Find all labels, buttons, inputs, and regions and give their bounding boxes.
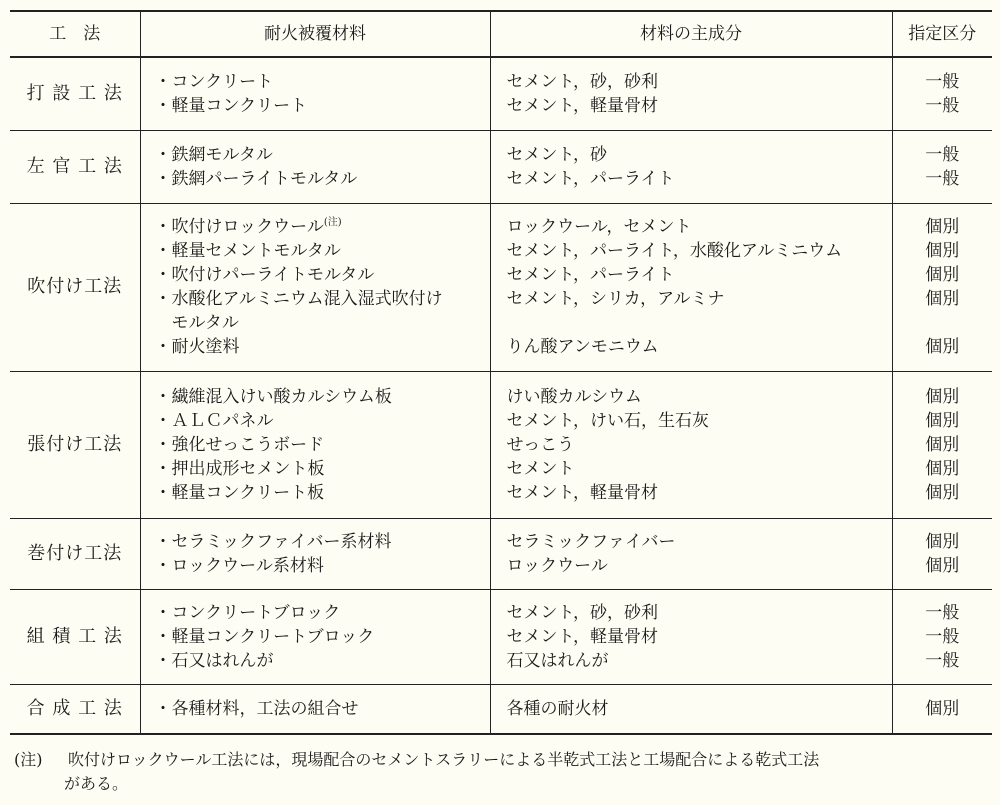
material-cell [140,589,490,684]
material-text: ・押出成形セメント板 [154,458,325,479]
header-method: 工 法 [10,11,140,57]
table-row [10,371,992,518]
composition-line [507,697,892,721]
material-text: ・繊維混入けい酸カルシウム板 [154,386,392,407]
composition-text: セメント，けい石，生石灰 [506,410,709,431]
table-header-row [10,11,992,57]
classification-line [893,215,993,239]
composition-line [507,409,892,433]
classification-text: 一般 [925,168,960,189]
composition-cell [490,371,892,518]
composition-text: ロックウール [506,555,608,576]
classification-text: 一般 [925,602,960,623]
material-line [155,335,490,359]
method-cell: 合 成 工 法 [10,684,140,734]
footnote-text-1: 吹付けロックウール工法には，現場配合のセメントスラリーによる半乾式工法と工場配合による乾式工法 [68,750,820,769]
material-line [155,409,490,433]
composition-cell [490,684,892,734]
composition-line [507,601,892,625]
material-text: ・強化せっこうボード [154,434,325,455]
composition-cell [490,203,892,371]
material-text: ・ＡＬＣパネル [154,410,274,431]
material-cell [140,203,490,371]
classification-text: 個別 [925,434,960,455]
material-line [155,649,490,673]
classification-text: 一般 [925,95,960,116]
composition-line [507,70,892,94]
classification-text: 一般 [925,650,960,671]
classification-line [893,263,993,287]
method-cell: 組 積 工 法 [10,589,140,684]
material-line [155,481,490,505]
material-text: ・軽量コンクリートブロック [154,626,375,647]
composition-text: セメント [506,458,575,479]
material-line [155,287,490,311]
method-cell: 打 設 工 法 [10,57,140,130]
material-cell [140,130,490,203]
material-line [155,530,490,554]
classification-line [893,481,993,505]
composition-text: けい酸カルシウム [506,386,642,407]
composition-line [507,167,892,191]
composition-text: セメント，シリカ，アルミナ [506,289,725,309]
classification-text: 一般 [925,71,960,92]
composition-line [507,215,892,239]
fireproofing-table [10,10,992,735]
composition-cell [490,57,892,130]
classification-line [893,311,993,335]
classification-cell [892,57,992,130]
classification-line [893,697,993,721]
classification-line [893,433,993,457]
header-material: 耐火被覆材料 [140,11,490,57]
material-text: ・鉄網パーライトモルタル [154,168,358,189]
classification-line [893,143,993,167]
material-text: ・コンクリート [154,71,274,92]
footnote-line-2: がある。 [64,774,129,793]
composition-line [507,287,892,311]
table-row [10,684,992,734]
classification-line [893,530,993,554]
classification-text: 個別 [925,555,960,576]
material-line [155,601,490,625]
material-cell [140,684,490,734]
composition-line [507,311,892,335]
material-text: ・ロックウール系材料 [154,555,324,576]
footnote [14,748,994,796]
composition-text: セメント，軽量骨材 [506,482,658,503]
table-row [10,518,992,589]
material-text: ・セラミックファイバー系材料 [154,531,392,552]
classification-text: 個別 [925,217,960,237]
classification-line [893,94,993,118]
composition-text: セメント，パーライト [506,265,675,285]
composition-line [507,263,892,287]
composition-line [507,143,892,167]
material-line [155,215,490,239]
material-text: ・耐火塗料 [154,337,240,357]
composition-text: セメント，パーライト，水酸化アルミニウム [506,241,843,261]
material-text: モルタル [154,313,239,333]
note-reference-mark: (注) [323,217,342,228]
material-text: ・鉄網モルタル [154,144,273,165]
classification-text: 一般 [925,144,960,165]
classification-line [893,70,993,94]
material-line [155,697,490,721]
material-cell [140,518,490,589]
footnote-line-1 [14,748,994,772]
classification-line [893,457,993,481]
classification-cell [892,684,992,734]
material-text: ・軽量コンクリート [154,95,308,116]
classification-line [893,335,993,359]
classification-cell [892,130,992,203]
classification-text: 個別 [925,386,960,407]
composition-line [507,649,892,673]
composition-cell [490,589,892,684]
material-line [155,385,490,409]
composition-line [507,239,892,263]
material-line [155,70,490,94]
composition-line [507,94,892,118]
composition-text: セメント，パーライト [506,168,675,189]
material-text: ・各種材料，工法の組合せ [154,698,359,719]
material-line [155,239,490,263]
material-line [155,457,490,481]
table-row [10,57,992,130]
classification-cell [892,203,992,371]
classification-line [893,409,993,433]
composition-text: せっこう [506,434,575,455]
material-line [155,554,490,578]
method-cell: 左 官 工 法 [10,130,140,203]
composition-text: りん酸アンモニウム [506,337,659,357]
footnote-label: (注) [14,750,43,769]
composition-line [507,385,892,409]
composition-text: セメント，砂，砂利 [506,602,658,623]
classification-line [893,554,993,578]
classification-line [893,167,993,191]
material-text: ・水酸化アルミニウム混入湿式吹付け [154,289,443,309]
composition-text: セメント，砂 [506,144,607,165]
classification-line [893,649,993,673]
composition-text: ロックウール，セメント [506,217,692,237]
table-row [10,589,992,684]
classification-line [893,385,993,409]
classification-line [893,601,993,625]
method-cell: 吹付け工法 [10,203,140,371]
composition-line [507,554,892,578]
material-text: ・石又はれんが [154,650,274,671]
classification-text: 個別 [925,482,960,503]
classification-line [893,239,993,263]
header-classification: 指定区分 [892,11,992,57]
classification-text: 個別 [925,698,960,719]
material-text: ・軽量コンクリート板 [154,482,325,503]
classification-line [893,287,993,311]
classification-text: 個別 [925,289,960,309]
material-line [155,94,490,118]
material-line [155,625,490,649]
composition-line [507,457,892,481]
classification-text: 個別 [925,410,960,431]
composition-text: セメント，砂，砂利 [506,71,658,92]
material-text: ・吹付けパーライトモルタル [154,265,375,285]
composition-line [507,625,892,649]
classification-text: 個別 [925,241,960,261]
classification-text: 個別 [925,458,960,479]
table-body [10,57,992,734]
classification-line [893,625,993,649]
composition-line [507,433,892,457]
classification-cell [892,371,992,518]
material-cell [140,371,490,518]
header-composition: 材料の主成分 [490,11,892,57]
material-line [155,311,490,335]
table-row [10,203,992,371]
material-text: ・コンクリートブロック [154,602,341,623]
composition-text: セメント，軽量骨材 [506,626,658,647]
classification-cell [892,589,992,684]
composition-line [507,530,892,554]
composition-line [507,481,892,505]
composition-line [507,335,892,359]
method-cell: 巻付け工法 [10,518,140,589]
material-text: ・軽量セメントモルタル [154,241,341,261]
composition-text: 石又はれんが [506,650,609,671]
classification-text: 個別 [925,337,960,357]
classification-text: 個別 [925,265,960,285]
material-line [155,263,490,287]
material-line [155,143,490,167]
composition-cell [490,130,892,203]
table-row [10,130,992,203]
classification-text: 個別 [925,531,960,552]
classification-cell [892,518,992,589]
material-cell [140,57,490,130]
method-cell: 張付け工法 [10,371,140,518]
composition-cell [490,518,892,589]
composition-text: セラミックファイバー [506,531,676,552]
composition-text: 各種の耐火材 [506,698,609,719]
material-line [155,167,490,191]
composition-text: セメント，軽量骨材 [506,95,658,116]
classification-text: 一般 [925,626,960,647]
material-text: ・吹付けロックウール [154,217,324,237]
material-line [155,433,490,457]
